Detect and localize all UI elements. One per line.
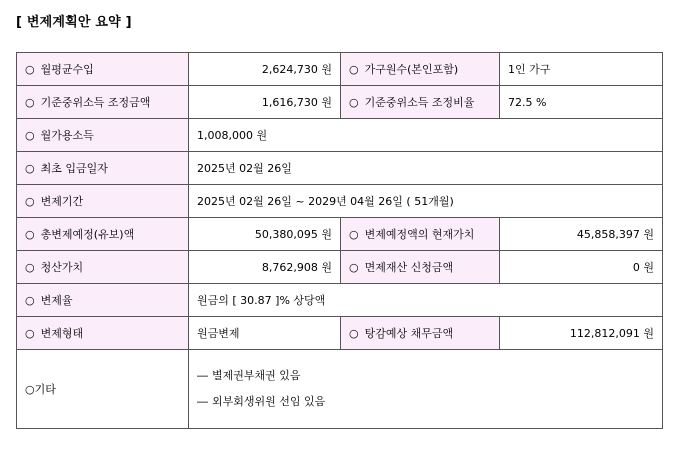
label-liquidation-value: ○ 청산가치 — [17, 251, 189, 284]
row-liquidation — [17, 251, 663, 284]
label-monthly-income: ○ 월평균수입 — [17, 53, 189, 86]
dash-bullet-icon: ― — [197, 395, 208, 408]
value-repayment-period: 2025년 02월 26일 ~ 2029년 04월 26일 ( 51개월) — [189, 185, 663, 218]
circle-bullet-icon: ○ — [25, 228, 35, 241]
circle-bullet-icon: ○ — [25, 63, 35, 76]
page-title: [ 변제계획안 요약 ] — [16, 15, 132, 30]
label-repayment-rate: ○ 변제율 — [17, 284, 189, 317]
dash-bullet-icon: ― — [197, 369, 208, 382]
value-first-payment-date: 2025년 02월 26일 — [189, 152, 663, 185]
circle-bullet-icon: ○ — [25, 96, 35, 109]
circle-bullet-icon: ○ — [349, 63, 359, 76]
circle-bullet-icon: ○ — [349, 327, 359, 340]
value-expected-forgiveness: 112,812,091 원 — [500, 317, 663, 350]
value-repayment-type: 원금변제 — [189, 317, 341, 350]
row-total-repayment — [17, 218, 663, 251]
label-other: ○기타 — [17, 350, 189, 429]
value-monthly-income: 2,624,730 원 — [189, 53, 341, 86]
row-income — [17, 53, 663, 86]
circle-bullet-icon: ○ — [349, 96, 359, 109]
row-repayment-type — [17, 317, 663, 350]
note-item: ― 외부회생위원 선임 있음 — [197, 389, 654, 415]
label-exempt-property: ○ 면제재산 신청금액 — [341, 251, 500, 284]
row-repayment-rate — [17, 284, 663, 317]
circle-bullet-icon: ○ — [25, 294, 35, 307]
value-median-adjusted-amount: 1,616,730 원 — [189, 86, 341, 119]
circle-bullet-icon: ○ — [25, 195, 35, 208]
label-repayment-type: ○ 변제형태 — [17, 317, 189, 350]
row-period — [17, 185, 663, 218]
repayment-summary-table — [16, 52, 663, 429]
circle-bullet-icon: ○ — [25, 129, 35, 142]
label-expected-forgiveness: ○ 탕감예상 채무금액 — [341, 317, 500, 350]
label-available-income: ○ 월가용소득 — [17, 119, 189, 152]
value-household-size: 1인 가구 — [500, 53, 663, 86]
label-first-payment-date: ○ 최초 입금일자 — [17, 152, 189, 185]
value-exempt-property: 0 원 — [500, 251, 663, 284]
label-total-repayment: ○ 총변제예정(유보)액 — [17, 218, 189, 251]
label-present-value: ○ 변제예정액의 현재가치 — [341, 218, 500, 251]
circle-bullet-icon: ○ — [25, 162, 35, 175]
value-repayment-rate: 원금의 [ 30.87 ]% 상당액 — [189, 284, 663, 317]
note-item: ― 별제권부채권 있음 — [197, 363, 654, 389]
label-median-adjusted-ratio: ○ 기준중위소득 조정비율 — [341, 86, 500, 119]
circle-bullet-icon: ○ — [25, 383, 35, 396]
circle-bullet-icon: ○ — [349, 228, 359, 241]
label-repayment-period: ○ 변제기간 — [17, 185, 189, 218]
circle-bullet-icon: ○ — [349, 261, 359, 274]
row-median-income — [17, 86, 663, 119]
value-liquidation-value: 8,762,908 원 — [189, 251, 341, 284]
value-available-income: 1,008,000 원 — [189, 119, 663, 152]
circle-bullet-icon: ○ — [25, 261, 35, 274]
row-other — [17, 350, 663, 429]
value-other-notes — [189, 350, 663, 429]
row-available-income — [17, 119, 663, 152]
label-household-size: ○ 가구원수(본인포함) — [341, 53, 500, 86]
label-median-adjusted-amount: ○ 기준중위소득 조정금액 — [17, 86, 189, 119]
value-total-repayment: 50,380,095 원 — [189, 218, 341, 251]
value-present-value: 45,858,397 원 — [500, 218, 663, 251]
row-first-payment — [17, 152, 663, 185]
circle-bullet-icon: ○ — [25, 327, 35, 340]
value-median-adjusted-ratio: 72.5 % — [500, 86, 663, 119]
